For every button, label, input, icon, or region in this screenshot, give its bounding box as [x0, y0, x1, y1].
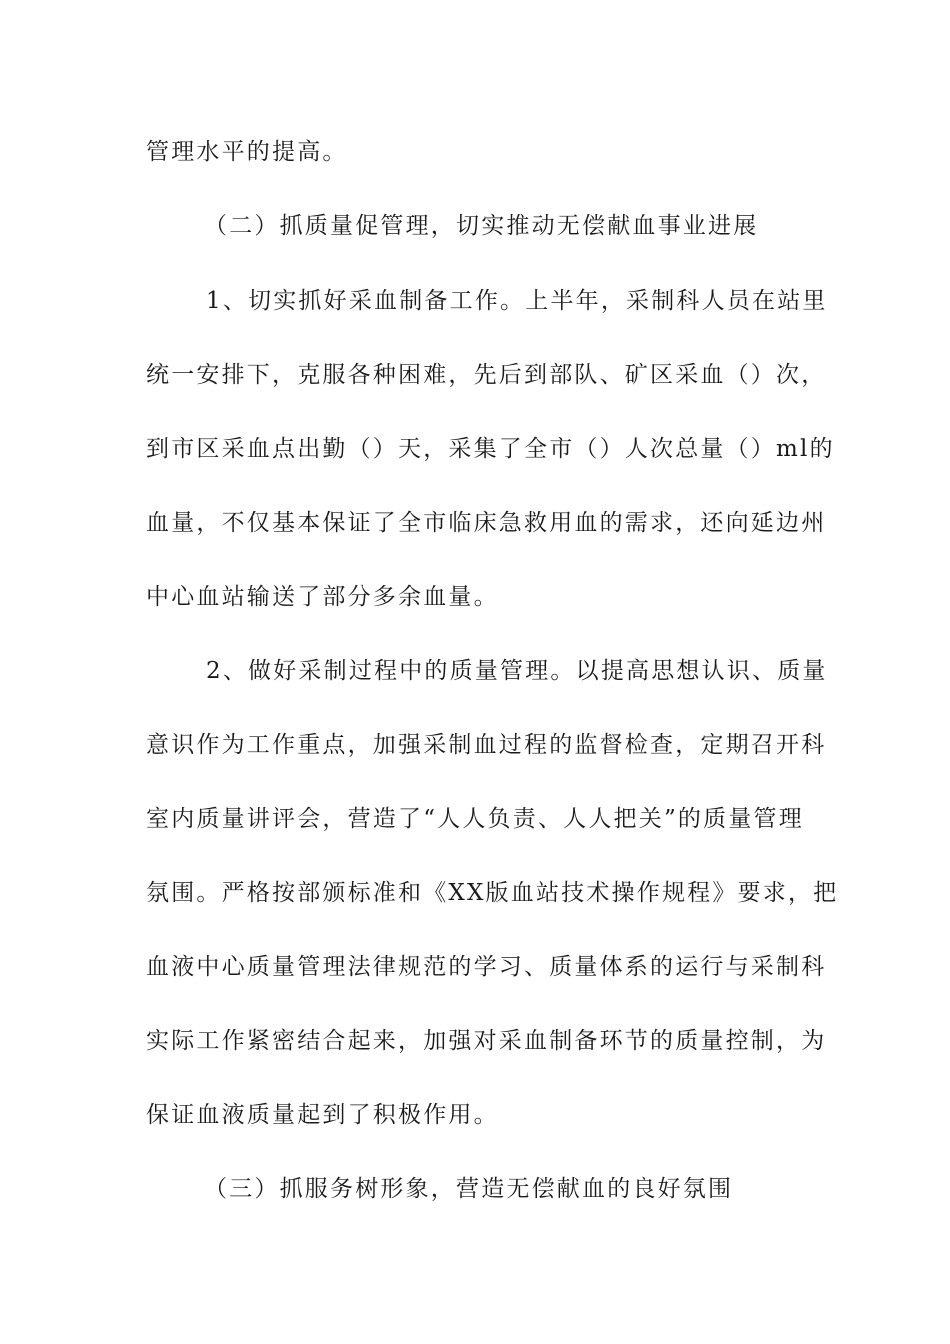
- paragraph-line: 保证血液质量起到了积极作用。: [146, 1102, 499, 1128]
- section-heading: （二）抓质量促管理，切实推动无偿献血事业进展: [204, 213, 759, 239]
- paragraph-line: 氛围。严格按部颁标准和《XX版血站技术操作规程》要求，把: [146, 880, 839, 906]
- section-heading: （三）抓服务树形象，营造无偿献血的良好氛围: [204, 1176, 734, 1202]
- paragraph-line: 统一安排下，克服各种困难，先后到部队、矿区采血（）次，: [146, 362, 827, 388]
- paragraph-line: 管理水平的提高。: [146, 139, 348, 165]
- paragraph-line: 室内质量讲评会，营造了“人人负责、人人把关”的质量管理: [146, 806, 804, 832]
- paragraph-line: 到市区采血点出勤（）天，采集了全市（）人次总量（）ml的: [146, 436, 835, 462]
- paragraph-line: 1、切实抓好采血制备工作。上半年，采制科人员在站里: [206, 288, 828, 314]
- paragraph-line: 意识作为工作重点，加强采制血过程的监督检查，定期召开科: [146, 732, 827, 758]
- paragraph-line: 2、做好采制过程中的质量管理。以提高思想认识、质量: [206, 658, 828, 684]
- paragraph-line: 血液中心质量管理法律规范的学习、质量体系的运行与采制科: [146, 954, 827, 980]
- paragraph-line: 中心血站输送了部分多余血量。: [146, 584, 499, 610]
- paragraph-line: 血量，不仅基本保证了全市临床急救用血的需求，还向延边州: [146, 510, 827, 536]
- paragraph-line: 实际工作紧密结合起来，加强对采血制备环节的质量控制，为: [146, 1028, 827, 1054]
